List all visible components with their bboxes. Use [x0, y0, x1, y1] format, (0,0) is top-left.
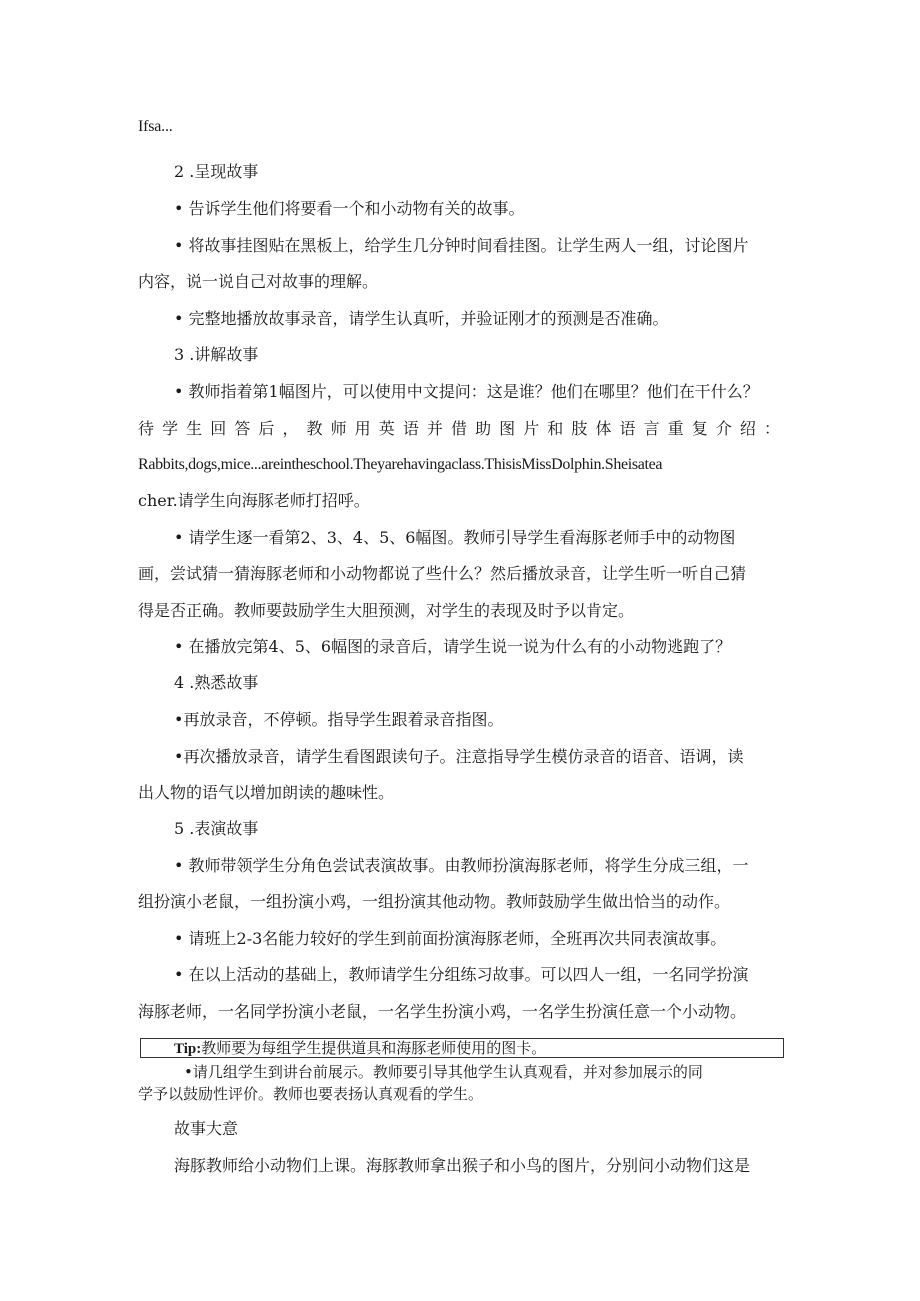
bullet-explain-1-line3: Rabbits,dogs,mice...areintheschool.Theyarehavingaclass.ThisisMissDolphin.Sheisatea: [138, 456, 663, 473]
bullet-perform-3-line2: 海豚老师，一名同学扮演小老鼠，一名学生扮演小鸡，一名学生扮演任意一个小动物。: [138, 1002, 747, 1021]
tip-label: Tip:: [174, 1041, 202, 1057]
bullet-present-3: • 完整地播放故事录音，请学生认真听，并验证刚才的预测是否准确。: [174, 309, 669, 328]
bullet-explain-3: • 在播放完第4、5、6幅图的录音后，请学生说一说为什么有的小动物逃跑了？: [174, 637, 732, 656]
showcase-line1: •请几组学生到讲台前展示。教师要引导其他学生认真观看，并对参加展示的同: [184, 1063, 703, 1081]
bullet-perform-3-line1: • 在以上活动的基础上，教师请学生分组练习故事。可以四人一组，一名同学扮演: [174, 965, 749, 984]
summary-line1: 海豚教师给小动物们上课。海豚教师拿出猴子和小鸟的图片，分别问小动物们这是: [174, 1156, 751, 1175]
bullet-perform-1-line2: 组扮演小老鼠，一组扮演小鸡，一组扮演其他动物。教师鼓励学生做出恰当的动作。: [138, 892, 731, 911]
bullet-explain-1-line2: 待学生回答后，教师用英语并借助图片和肢体语言重复介绍：: [138, 419, 780, 438]
summary-heading: 故事大意: [174, 1119, 239, 1138]
bullet-explain-1-line1: • 教师指着第1幅图片，可以使用中文提问：这是谁？他们在哪里？他们在干什么？: [174, 382, 759, 401]
bullet-familiar-2-line1: •再次播放录音，请学生看图跟读句子。注意指导学生模仿录音的语音、语调，读: [174, 747, 744, 766]
intro-text: Ifsa...: [138, 118, 173, 135]
bullet-explain-1-line4: cher.请学生向海豚老师打招呼。: [138, 491, 370, 510]
section-heading-explain: 3 .讲解故事: [174, 345, 259, 364]
showcase-line2: 学予以鼓励性评价。教师也要表扬认真观看的学生。: [138, 1085, 484, 1103]
section-heading-present: 2 .呈现故事: [174, 162, 259, 181]
bullet-present-2-line2: 内容，说一说自己对故事的理解。: [138, 272, 379, 291]
bullet-explain-2-line1: • 请学生逐一看第2、3、4、5、6幅图。教师引导学生看海豚老师手中的动物图: [174, 528, 736, 547]
bullet-explain-2-line3: 得是否正确。教师要鼓励学生大胆预测，对学生的表现及时予以肯定。: [138, 601, 635, 620]
bullet-present-1: • 告诉学生他们将要看一个和小动物有关的故事。: [174, 199, 525, 218]
bullet-familiar-2-line2: 出人物的语气以增加朗读的趣味性。: [138, 783, 395, 802]
bullet-familiar-1: •再放录音，不停顿。指导学生跟着录音指图。: [174, 710, 504, 729]
section-heading-familiar: 4 .熟悉故事: [174, 673, 259, 692]
bullet-perform-2: • 请班上2-3名能力较好的学生到前面扮演海豚老师，全班再次共同表演故事。: [174, 929, 727, 948]
tip-text: 教师要为每组学生提供道具和海豚老师使用的图卡。: [201, 1039, 547, 1057]
bullet-explain-2-line2: 画，尝试猜一猜海豚老师和小动物都说了些什么？然后播放录音，让学生听一听自己猜: [138, 564, 747, 583]
section-heading-perform: 5 .表演故事: [174, 819, 259, 838]
bullet-present-2-line1: • 将故事挂图贴在黑板上，给学生几分钟时间看挂图。让学生两人一组，讨论图片: [174, 236, 749, 255]
bullet-perform-1-line1: • 教师带领学生分角色尝试表演故事。由教师扮演海豚老师，将学生分成三组，一: [174, 856, 749, 875]
tip-line: [174, 1038, 546, 1059]
